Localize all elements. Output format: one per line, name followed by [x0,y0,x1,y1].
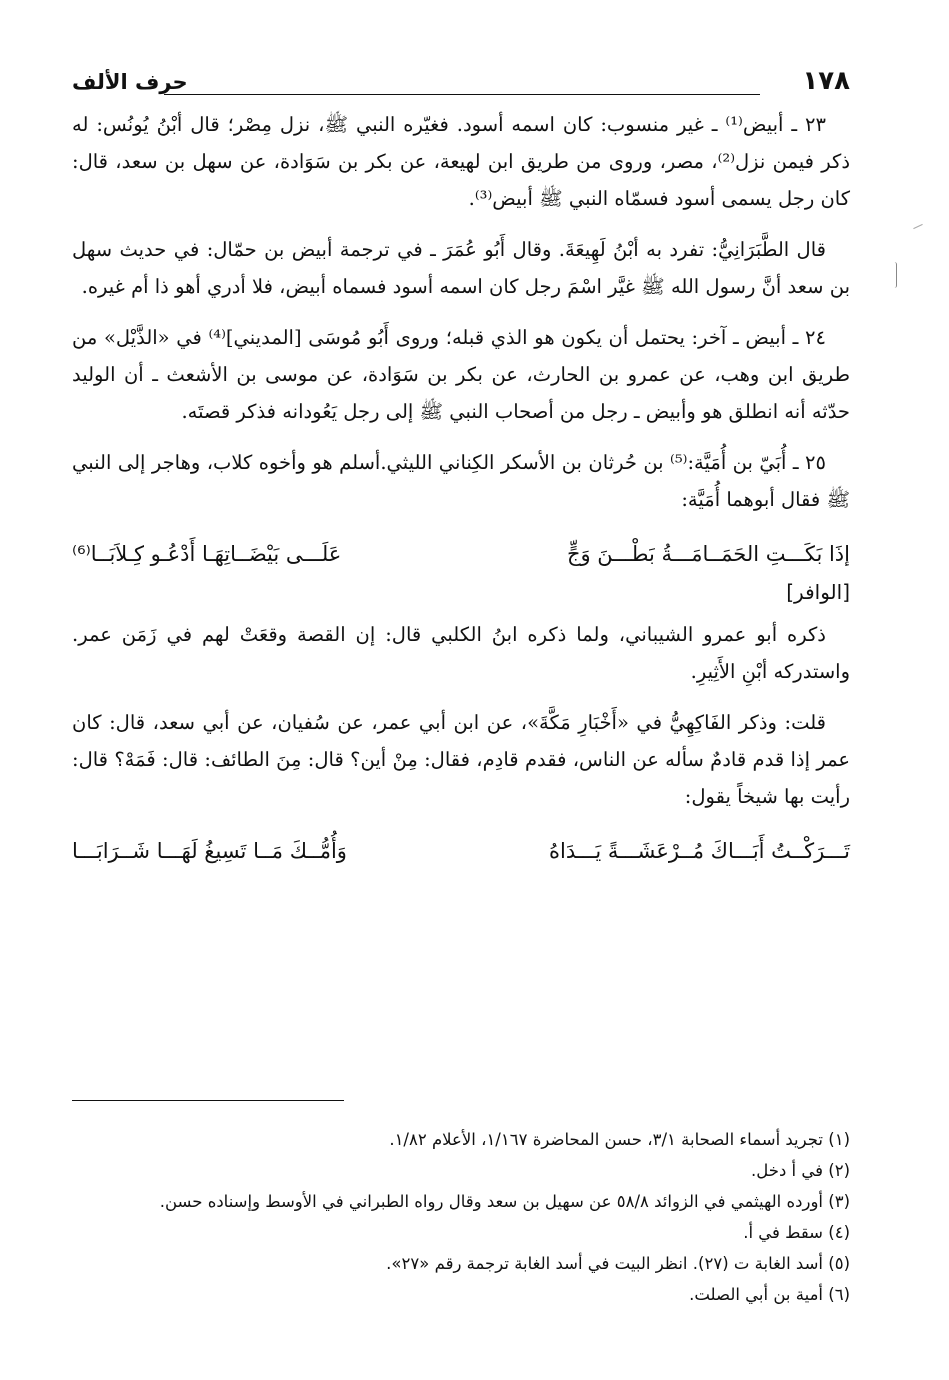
entry-23: ٢٣ ـ أبيض⁽¹⁾ ـ غير منسوب: كان اسمه أسود. فغيّره النبي ﷺ، نزل مِصْر؛ قال أبْنُ يُونُس: له ذكر فيمن نزل⁽²⁾، مصر، وروى من طريق ابن لهيعة، عن بكر بن سَوَادة، عن سهل بن سعد، قال: كان رجل يسمى أسود فسمّاه النبي ﷺ أبيض⁽³⁾. [72,113,851,210]
footnotes [72,1124,850,1310]
poem-2-second-hemistich: وَأُمُّــكَ مَــا تَسِيغُ لَهَـــا شَــرَابَـــا [72,839,347,863]
poem-verse-1 [72,532,850,576]
shaybani-note: ذكره أبو عمرو الشيباني، ولما ذكره ابنُ الكلبي قال: إن القصة وقعَتْ لهم في زَمَن عمر. واستدركه أبْنِ الأَثِيرِ. [72,623,850,683]
poem-1-second-hemistich: عَلَـــى بَيْضَــاتِهَـا أَدْعُـو كِـلاَبَــا⁽⁶⁾ [72,542,342,566]
poem-1-first-hemistich: إذَا بَكَـــتِ الحَمَــامَـــةُ بَطْـــنَ وَجٍّ [566,542,850,566]
page-header [72,66,850,106]
poem-2-first-hemistich: تَـــرَكْــتُ أَبَـــاكَ مُــرْعَشَـــةً يَـــدَاهُ [549,839,850,863]
footnote-1: (١) تجريد أسماء الصحابة ٣/١، حسن المحاضرة ١/١٦٧، الأعلام ١/٨٢. [389,1130,850,1149]
tabarani-note: قال الطَّبَرَانِيُّ: تفرد به أبْنُ لَهِيعَةَ. وقال أَبُو عُمَرَ ـ في ترجمة أبيض بن حمّال: في حديث سهل بن سعد أنَّ رسول الله ﷺ غيَّر اسْمَ رجل كان اسمه أسود فسماه أبيض، فلا أدري أهو ذا أم غيره. [72,238,850,298]
margin-tick [913,224,922,229]
footnote-4: (٤) سقط في أ. [743,1223,850,1242]
footnote-rule [72,1100,344,1101]
entry-24: ٢٤ ـ أبيض ـ آخر: يحتمل أن يكون هو الذي قبله؛ وروى أَبُو مُوسَى [المديني]⁽⁴⁾ في «الذَّيْل» من طريق ابن وهب، عن عمرو بن الحارث، عن بكر بن سَوَادة، عن موسى بن الأشعث ـ أن الوليد حدّثه أنه انطلق هو وأبيض ـ رجل من أصحاب النبي ﷺ إلى رجل يَعُودانه فذكر قصتَه. [72,326,850,423]
footnote-2: (٢) في أ دخل. [751,1161,850,1180]
poem-meter: [الوافر] [786,580,850,604]
fakihi-note: قلت: وذكر الفَاكِهِيُّ في «أَخْبَارِ مَكَّةَ»، عن ابن أبي عمر، عن سُفيان، عن أبي سعد، قال: كان عمر إذا قدم قادمٌ سأله عن الناس، فقدم قادِم، فقال: مِنْ أين؟ قال: مِنَ الطائف: قال: فَمَهْ؟ قال: رأيت بها شيخاً يقول: [72,711,850,808]
entry-25: ٢٥ ـ أُبَيّ بن أُمَيَّة:⁽⁵⁾ بن حُرثان بن الأسكر الكِناني الليثي.أسلم هو وأخوه كلاب، وهاجر إلى النبي ﷺ فقال أبوهما أُمَيَّة: [72,451,850,511]
poem-verse-2 [72,829,850,873]
header-rule [164,94,760,95]
running-head: حرف الألف [72,70,188,94]
page-number: ١٧٨ [802,66,850,96]
footnote-3: (٣) أورده الهيثمي في الزوائد ٥٨/٨ عن سهيل بن سعد وقال رواه الطبراني في الأوسط وإسناده حسن. [159,1192,850,1211]
page-body [72,66,850,877]
footnote-5: (٥) أسد الغابة ت (٢٧). انظر البيت في أسد الغابة ترجمة رقم «٢٧». [386,1254,850,1273]
margin-mark [892,262,897,288]
footnote-6: (٦) أمية بن أبي الصلت. [689,1285,850,1304]
